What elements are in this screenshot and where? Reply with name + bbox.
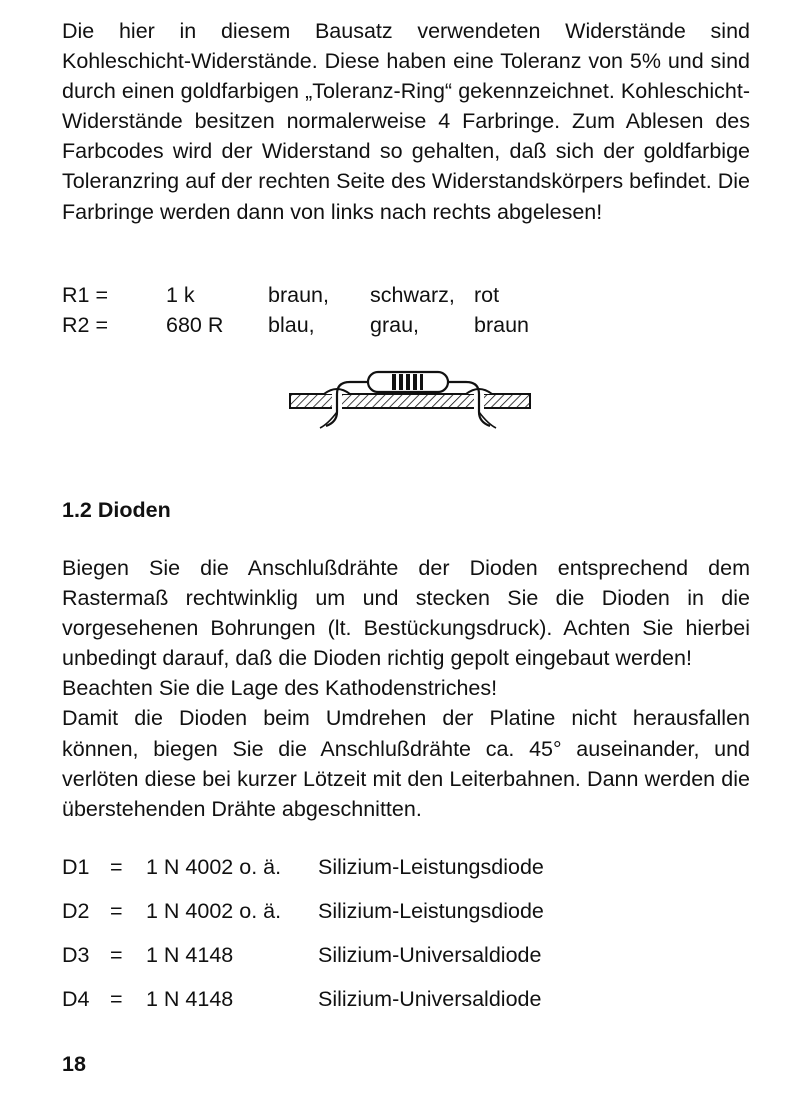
- table-row: [62, 896, 662, 926]
- section-heading: 1.2 Dioden: [62, 498, 171, 522]
- table-row: [62, 852, 662, 882]
- diode-description: Silizium-Leistungsdiode: [318, 899, 544, 923]
- diode-instructions-part-1: Biegen Sie die Anschlußdrähte der Dioden entsprechend dem Rastermaß rechtwinklig um und stecken Sie die Dioden in die vorgesehenen Bohrungen (lt. Bestückungsdruck). Achten Sie hierbei unbedingt darauf, daß die Dioden richtig gepolt eingebaut werden!: [62, 556, 750, 671]
- diode-instructions-part-2: Beachten Sie die Lage des Kathodenstriches!: [62, 676, 498, 701]
- color-band-3: rot: [474, 283, 500, 307]
- resistor-value: 1 k: [166, 283, 195, 307]
- equals-sign: =: [110, 943, 123, 967]
- diode-id: D2: [62, 899, 90, 923]
- diode-id: D4: [62, 987, 90, 1011]
- diode-description: Silizium-Universaldiode: [318, 943, 542, 967]
- color-band-1: braun,: [268, 283, 329, 307]
- diode-description: Silizium-Leistungsdiode: [318, 855, 544, 879]
- diode-description: Silizium-Universaldiode: [318, 987, 542, 1011]
- table-row: [62, 984, 662, 1014]
- equals-sign: =: [110, 899, 123, 923]
- page-number: 18: [62, 1052, 86, 1076]
- diode-part-number: 1 N 4148: [146, 943, 234, 967]
- equals-sign: =: [110, 855, 123, 879]
- resistor-id: R1 =: [62, 283, 109, 307]
- resistor-mounting-diagram: [288, 364, 532, 440]
- resistor-body: [368, 372, 448, 392]
- diode-instructions-part-3: Damit die Dioden beim Umdrehen der Platine nicht herausfallen können, biegen Sie die Anschlußdrähte ca. 45° auseinander, und verlöten diese bei kurzer Lötzeit mit den Leiterbahnen. Dann werden die überstehenden Drähte abgeschnitten.: [62, 706, 750, 821]
- resistor-value: 680 R: [166, 313, 224, 337]
- color-band-2: schwarz,: [370, 283, 455, 307]
- diode-instructions: [62, 553, 750, 824]
- diode-id: D3: [62, 943, 90, 967]
- diode-part-number: 1 N 4002 o. ä.: [146, 855, 282, 879]
- color-band-3: braun: [474, 313, 529, 337]
- color-band-2: grau,: [370, 313, 420, 337]
- circuit-board: [290, 392, 530, 410]
- diode-id: D1: [62, 855, 90, 879]
- table-row: [62, 940, 662, 970]
- diode-part-number: 1 N 4148: [146, 987, 234, 1011]
- equals-sign: =: [110, 987, 123, 1011]
- color-band-1: blau,: [268, 313, 315, 337]
- diode-part-number: 1 N 4002 o. ä.: [146, 899, 282, 923]
- resistor-id: R2 =: [62, 313, 109, 337]
- resistor-intro-paragraph: Die hier in diesem Bausatz verwendeten Widerstände sind Kohleschicht-Widerstände. Diese haben eine Toleranz von 5% und sind durch einen goldfarbigen „Toleranz-Ring“ gekennzeichnet. Kohleschicht-Widerstände besitzen normalerweise 4 Farbringe. Zum Ablesen des Farbcodes wird der Widerstand so gehalten, daß sich der goldfarbige Toleranzring auf der rechten Seite des Widerstandskörpers befindet. Die Farbringe werden dann von links nach rechts abgelesen!: [62, 19, 750, 224]
